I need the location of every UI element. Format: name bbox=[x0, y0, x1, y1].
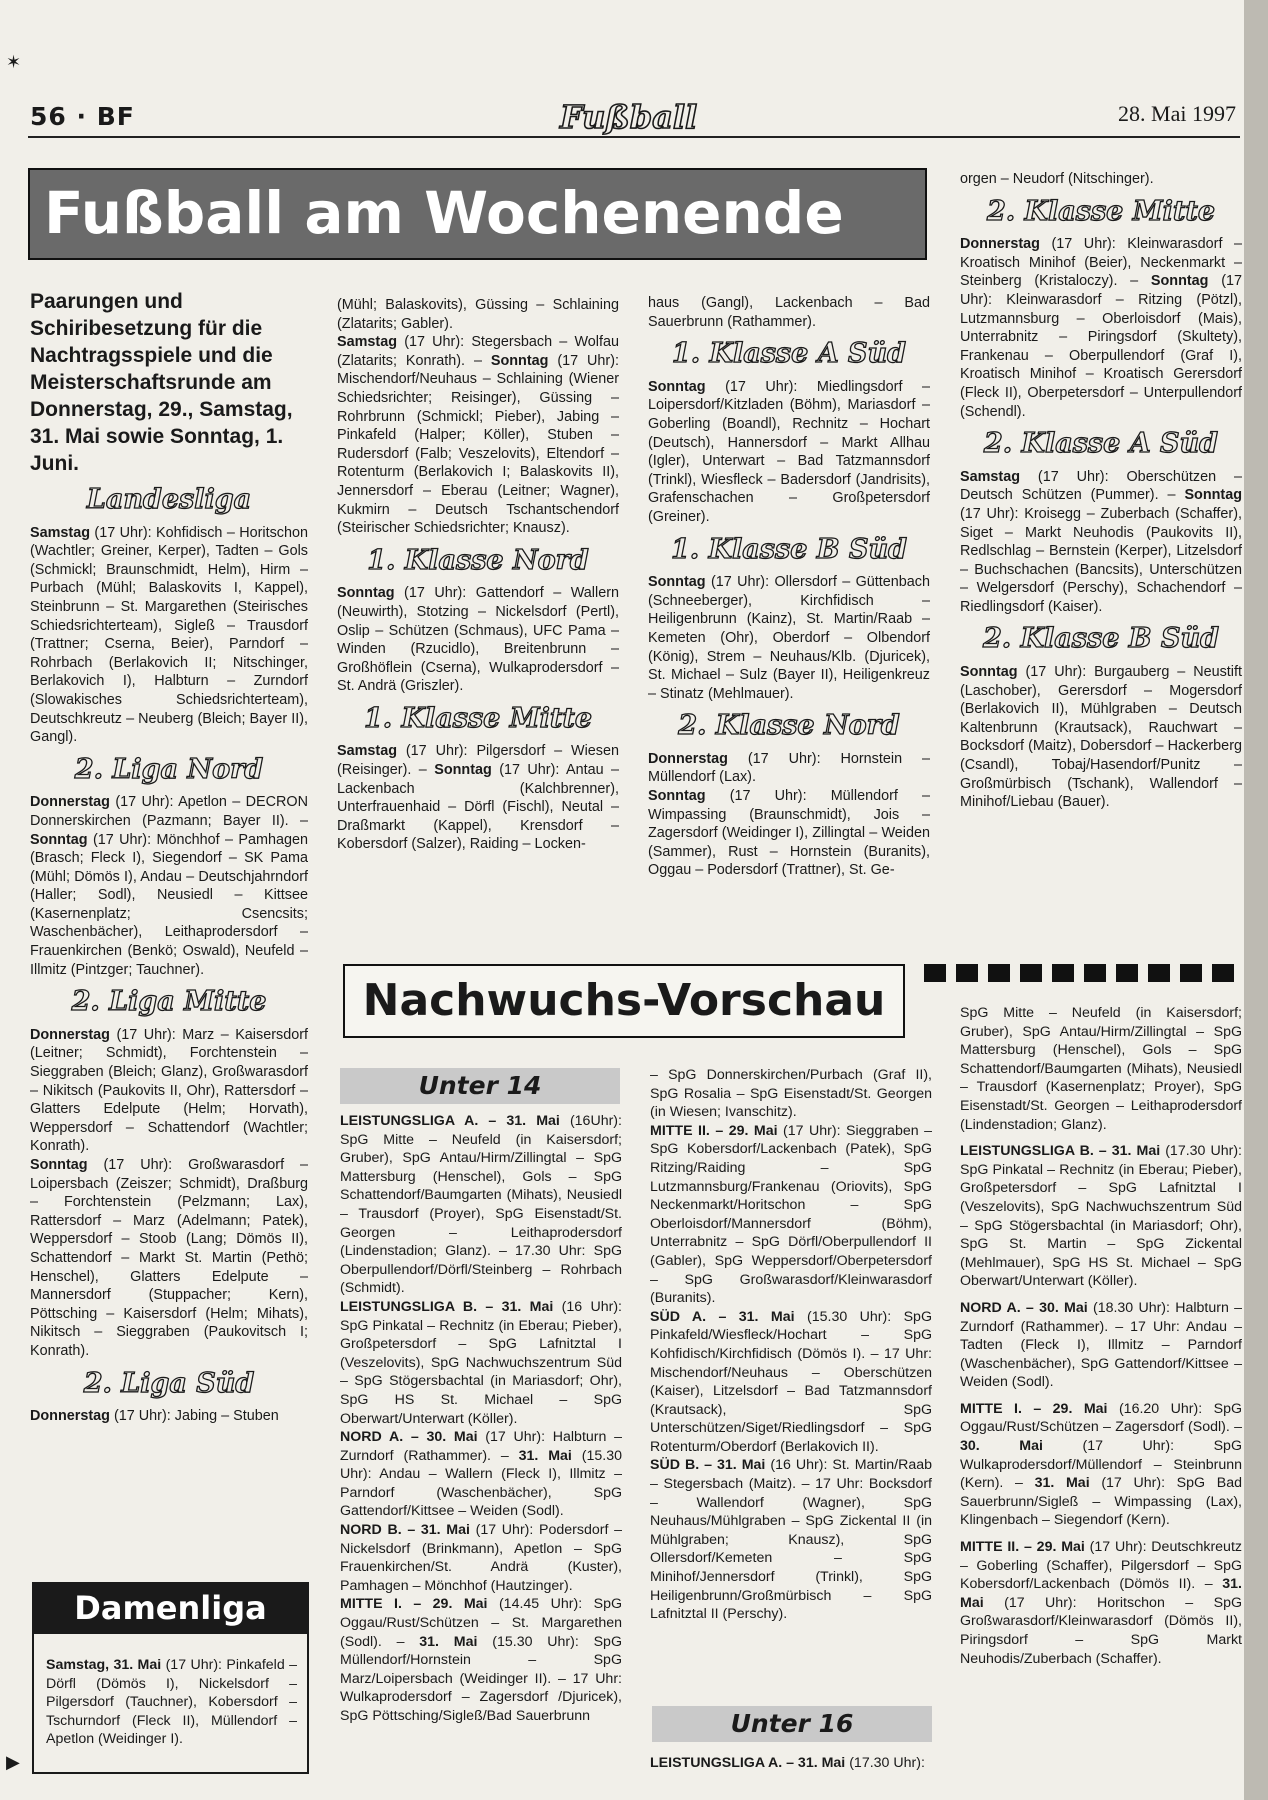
intro-text: Paarungen und Schiribesetzung für die Nachtragsspiele und die Meisterschaftsrunde am Donnerstag, 29., Samstag, 31. Mai sowie Sonntag, 1. Juni. bbox=[30, 290, 293, 475]
fixture-paragraph bbox=[648, 573, 930, 703]
fixture-text: (17 Uhr): Pinkafeld – Dörfl (Dömös I), Nickelsdorf – Pilgersdorf (Tauchner), Kobersdorf – Tschurndorf (Fleck II), Müllendorf – Apetlon (Weidinger I). bbox=[46, 1657, 297, 1748]
fixture-paragraph bbox=[960, 1004, 1242, 1134]
date-label: 31. Mai bbox=[518, 1447, 572, 1464]
issue-date: 28. Mai 1997 bbox=[1118, 101, 1236, 126]
day-label: Donnerstag bbox=[30, 1026, 110, 1043]
day-label: Donnerstag bbox=[30, 1408, 110, 1425]
fixture-text: (17 Uhr): Mönchhof – Pamhagen (Brasch; Fleck I), Siegendorf – SK Pama (Mühl; Dömös I), Andau – Deutschjahrndorf (Haller; Sodl), Neusiedl – Kittsee (Kasernenplatz; Csencsits; Waschenbächer), Leithaprodersdorf – Frauenkirchen (Benkö; Oswald), Neufeld – Illmitz (Pintzger; Tauchner). bbox=[30, 831, 308, 978]
corner-mark-icon: ▶ bbox=[6, 1752, 20, 1772]
fixture-text: (15.30 Uhr): Andau – Wallern (Fleck I), Illmitz – Parndorf (Waschenbächer), SpG Gattendorf/Kittsee – Weiden (Sodl). bbox=[340, 1447, 622, 1520]
fixture-text: (17 Uhr): Kohfidisch – Horitschon (Wachtler; Greiner, Kerper), Tadten – Gols (Schmickl; Braunschmidt, Helm), Hirm – Purbach (Mühl; Balaskovits I, Kappel), Steinbrunn – St. Margarethen (Steirisches Schiedsrichterteam), Sigleß – Trausdorf (Trattner; Cserna, Beier), Parndorf – Rohrbach (Berlakovich II; Nitschinger, Berlakovich I), Halbturn – Zurndorf (Slowakisches Schiedsrichterteam), Deutschkreutz – Neuberg (Bleich; Bayer II), Gangl). bbox=[30, 524, 308, 746]
fixture-paragraph bbox=[337, 584, 619, 696]
fixture-text: (17.30 Uhr): bbox=[849, 1755, 925, 1771]
day-label: Sonntag bbox=[1184, 487, 1242, 504]
fixture-text: SpG Mitte – Neufeld (in Kaisersdorf; Gruber), SpG Antau/Hirm/Zillingtal – SpG Mattersburg (Henschel), Gols – SpG Schattendorf/Baumgarten (Mihats), Neusiedl – Trausdorf (Kasernenplatz; Proyer), SpG Eisenstadt/St. Georgen – Leithaprodersdorf (Lindenstadion; Glanz). bbox=[960, 1005, 1242, 1133]
day-label: Donnerstag bbox=[30, 794, 110, 811]
fixture-text: (16.20 Uhr): SpG Oggau/Rust/Schützen – Zagersdorf (Sodl). – bbox=[960, 1400, 1242, 1436]
fixture-paragraph bbox=[648, 294, 930, 331]
fixture-text: haus (Gangl), Lackenbach – Bad Sauerbrunn (Rathammer). bbox=[648, 295, 930, 330]
fixture-text: (17 Uhr): Horitschon – SpG Großwarasdorf/Kleinwarasdorf (Dömös II), Piringsdorf – SpG Markt Neuhodis/Zuberbach (Schaffer). bbox=[960, 1594, 1242, 1667]
fixture-text: (17 Uhr): Ollersdorf – Güttenbach (Schneeberger), Kirchfidisch – Heiligenbrunn (Kainz), St. Martin/Raab – Kemeten (Ohr), Oberdorf – Olbendorf (König), Strem – Neuhaus/Klb. (Djuricek), St. Michael – Sulz (Bayer II), Heiligenkreuz – Stinatz (Mehlmauer). bbox=[648, 574, 930, 702]
fixture-text: (17 Uhr): Deutschkreutz – Goberling (Schaffer), Pilgersdorf – SpG Kobersdorf/Lackenbach (Dömös II). – bbox=[960, 1539, 1242, 1593]
league-label: LEISTUNGSLIGA A. – 31. Mai bbox=[650, 1755, 846, 1771]
fixture-text: (17 Uhr): Sieggraben – SpG Kobersdorf/Lackenbach (Patek), SpG Ritzing/Raiding – SpG Lutzmannsburg/Frankenau (Oriovits), SpG Neckenmarkt/Horitschon – SpG Oberloisdorf/Mannersdorf (Böhm), Unterrabnitz – SpG Dörfl/Oberpullendorf II (Gabler), SpG Weppersdorf/Oberpetersdorf – SpG Großwarasdorf/Kleinwarasdorf (Buranits). bbox=[650, 1122, 932, 1307]
league-label: MITTE I. – 29. Mai bbox=[960, 1400, 1108, 1417]
section-title: Fußball bbox=[560, 98, 698, 136]
fixture-text: (17 Uhr): Podersdorf – Nickelsdorf (Brinkmann), Apetlon – SpG Frauenkirchen/St. Andrä (Kuster), Pamhagen – Mönchhof (Hautzinger). bbox=[340, 1522, 622, 1594]
day-label: Donnerstag bbox=[960, 236, 1040, 253]
dash-rule bbox=[924, 964, 1244, 982]
fixture-text: – SpG Donnerskirchen/Purbach (Graf II), SpG Rosalia – SpG Eisenstadt/St. Georgen (in Wiesen; Ivanschitz). bbox=[650, 1067, 932, 1121]
league-heading: 2. Klasse B Süd bbox=[982, 623, 1219, 655]
column-4 bbox=[960, 170, 1242, 950]
day-label: Samstag bbox=[337, 334, 397, 351]
fixture-text: (Mühl; Balaskovits), Güssing – Schlaining (Zlatarits; Gabler). bbox=[337, 297, 619, 332]
fixture-paragraph bbox=[648, 750, 930, 880]
league-heading: 2. Liga Mitte bbox=[71, 986, 267, 1018]
day-label: Donnerstag bbox=[648, 750, 728, 767]
header-rule bbox=[28, 136, 1240, 138]
fixture-text: (15.30 Uhr): SpG Müllendorf/Hornstein – SpG Marz/Loipersbach (Weidinger II). – 17 Uhr: Wulkaprodersdorf – Zagersdorf /Djuricek), SpG Pöttsching/Sigleß/Bad Sauerbrunn bbox=[340, 1633, 622, 1724]
fixture-text: orgen – Neudorf (Nitschinger). bbox=[960, 171, 1154, 187]
league-heading: 2. Klasse A Süd bbox=[983, 428, 1219, 460]
column-2-youth bbox=[340, 1112, 622, 1786]
league-heading: 1. Klasse Nord bbox=[367, 544, 589, 576]
league-heading: 1. Klasse B Süd bbox=[670, 533, 907, 565]
league-heading: 2. Klasse Nord bbox=[678, 710, 900, 742]
fixture-text: (17 Uhr): Burgauberg – Neustift (Laschober), Gerersdorf – Mogersdorf (Berlakovich II), Mühlgraben – Deutsch Kaltenbrunn (Krautsack), Rauchwart – Bocksdorf (Maitz), Dobersdorf – Hackerberg (Csandl), Tobaj/Hasendorf/Punitz – Großmürbisch (Tschank), Wallendorf – Minihof/Liebau (Bauer). bbox=[960, 664, 1242, 811]
day-label: Samstag bbox=[960, 468, 1020, 485]
corner-mark-icon: ✶ bbox=[6, 52, 22, 72]
fixture-text: (17 Uhr): Müllendorf – Wimpassing (Braunschmidt), Jois – Zagersdorf (Weidinger I), Zillingtal – Weiden (Sammer), Rust – Hornstein (Buranits), Oggau – Podersdorf (Trattner), St. Ge- bbox=[648, 788, 930, 879]
fixture-text: (14.45 Uhr): SpG Oggau/Rust/Schützen – St. Margarethen (Sodl). – bbox=[340, 1596, 622, 1650]
day-label: Sonntag bbox=[960, 664, 1018, 681]
fixture-text: (17.30 Uhr): SpG Pinkatal – Rechnitz (in Eberau; Pieber), Großpetersdorf – SpG Lafnitztal I (Veszelovits), SpG Nachwuchszentrum Süd – SpG Stögersbachtal (in Mariasdorf; Ohr), SpG St. Martin – SpG Zickental (Mehlmauer), SpG HS St. Michael – SpG Oberwart/Unterwart (Köller). bbox=[960, 1143, 1242, 1290]
day-label: Samstag bbox=[30, 524, 90, 541]
league-label: NORD B. – 31. Mai bbox=[340, 1522, 470, 1539]
fixture-text: (17 Uhr): Marz – Kaisersdorf (Leitner; Schmidt), Forchtenstein – Sieggraben (Bleich; Glanz), Großwarasdorf – Nikitsch (Paukovits II, Ohr), Rattersdorf – Glatters Edelpute (Helm; Horvath), Weppersdorf – Schattendorf (Wachtler; Konrath). bbox=[30, 1026, 308, 1155]
fixture-text: (17 Uhr): Kleinwarasdorf – Kroatisch Minihof (Beier), Neckenmarkt – Steinberg (Kristaloczy). – bbox=[960, 236, 1242, 290]
date-label: 31. Mai bbox=[960, 1576, 1242, 1611]
day-label: Sonntag bbox=[30, 1157, 88, 1173]
fixture-text: (17 Uhr): Antau – Lackenbach (Kalchbrenner), Unterfrauenhaid – Dörfl (Fischl), Neutal – Draßmarkt (Kappel), Krensdorf – Kobersdorf (Salzer), Raiding – Locken- bbox=[337, 762, 619, 853]
league-heading: 2. Liga Nord bbox=[74, 753, 264, 785]
day-label: Sonntag bbox=[30, 831, 88, 848]
fixture-paragraph bbox=[960, 1400, 1242, 1530]
fixture-text: (17 Uhr): SpG Wulkaprodersdorf/Müllendorf – Steinbrunn (Kern). – bbox=[960, 1438, 1242, 1492]
unter16-start bbox=[650, 1754, 932, 1778]
fixture-text: (17 Uhr): Apetlon – DECRON Donnerskirchen (Pazmann; Bayer II). – bbox=[30, 794, 308, 829]
fixture-paragraph bbox=[960, 1142, 1242, 1291]
day-label: Samstag bbox=[337, 743, 397, 760]
column-2 bbox=[337, 296, 619, 946]
fixture-paragraph bbox=[960, 468, 1242, 617]
league-label: NORD A. – 30. Mai bbox=[960, 1299, 1088, 1316]
fixture-text: (16Uhr): SpG Mitte – Neufeld (in Kaisersdorf; Gruber), SpG Antau/Hirm/Zillingtal – SpG Mattersburg (Henschel), Gols – SpG Schattendorf/Baumgarten (Mihats), Neusiedl – Trausdorf (Proyer), SpG Eisenstadt/St. Georgen – Leithaprodersdorf (Lindenstadion; Glanz). – 17.30 Uhr: SpG Oberpullendorf/Dörfl/Steinberg – Rohrbach (Schmidt). bbox=[340, 1113, 622, 1297]
league-heading: Landesliga bbox=[86, 484, 252, 515]
league-label: SÜD A. – 31. Mai bbox=[650, 1308, 795, 1325]
fixture-paragraph bbox=[960, 235, 1242, 421]
fixture-text: (17 Uhr): Miedlingsdorf – Loipersdorf/Kitzladen (Böhm), Mariasdorf – Goberling (Boandl), Rechnitz – Hochart (Deutsch), Hannersdorf – Markt Allhau (Igler), Unterwart – Bad Tatzmannsdorf (Trinkl), Wiesfleck – Badersdorf (Jandrisits), Grafenschachen – Großpetersdorf (Greiner). bbox=[648, 378, 930, 525]
fixture-text: (15.30 Uhr): SpG Pinkafeld/Wiesfleck/Hochart – SpG Kohfidisch/Kirchfidisch (Dömös I). – 17 Uhr: Mischendorf/Neuhaus – Oberschützen (Kaiser), Litzelsdorf – Bad Tatzmannsdorf (Krautsack), SpG Unterschützen/Siget/Riedlingsdorf – SpG Rotenturm/Oberdorf (Berlakovich II). bbox=[650, 1308, 932, 1455]
nachwuchs-heading: Nachwuchs-Vorschau bbox=[343, 964, 905, 1038]
day-label: Sonntag bbox=[648, 378, 706, 395]
fixture-text: (17 Uhr): Großwarasdorf – Loipersbach (Zeiszer; Schmidt), Draßburg – Forchtenstein (Pelzmann; Lax), Rattersdorf – Marz (Adelmann; Patek), Weppersdorf – Stoob (Lang; Dömös II), Schattendorf – Markt St. Martin (Pethö; Henschel), Glatters Edelpute – Mannersdorf (Stuppacher; Kern), Pöttsching – Kaisersdorf (Helm; Mihats), Nikitsch – Sieggraben (Paukovitsch I; Konrath). bbox=[30, 1157, 308, 1359]
fixture-paragraph bbox=[337, 742, 619, 854]
fixture-text: (17 Uhr): Jabing – Stuben bbox=[113, 1408, 279, 1425]
day-label: Sonntag bbox=[337, 585, 395, 602]
damenliga-heading: Damenliga bbox=[32, 1582, 309, 1634]
column-4-youth bbox=[960, 1004, 1242, 1794]
league-label: SÜD B. – 31. Mai bbox=[650, 1457, 766, 1474]
league-heading: 2. Liga Süd bbox=[83, 1367, 255, 1399]
league-label: MITTE I. – 29. Mai bbox=[340, 1596, 488, 1613]
fixture-text: (17 Uhr): Kroisegg – Zuberbach (Schaffer), Siget – Markt Neuhodis (Paukovits II), Redlschlag – Bernstein (Kerper), Litzelsdorf – Buchschachen (Bancsits), Unterschützen – Welgersdorf (Perschy), Schachendorf – Riedlingsdorf (Kaiser). bbox=[960, 505, 1242, 615]
league-heading: 2. Klasse Mitte bbox=[986, 195, 1216, 227]
fixture-paragraph bbox=[337, 296, 619, 538]
league-label: MITTE II. – 29. Mai bbox=[650, 1122, 778, 1139]
column-1 bbox=[30, 288, 308, 1578]
fixture-paragraph bbox=[340, 1112, 622, 1726]
damenliga-box bbox=[32, 1634, 309, 1774]
fixture-paragraph bbox=[960, 1538, 1242, 1668]
fixture-text: (17 Uhr): Oberschützen – Deutsch Schützen (Pummer). – bbox=[960, 468, 1242, 504]
date-label: 31. Mai bbox=[419, 1633, 478, 1650]
date-label: 31. Mai bbox=[1034, 1475, 1090, 1492]
fixture-paragraph bbox=[648, 378, 930, 527]
fixture-text: (17 Uhr): Stegersbach – Wolfau (Zlatarits; Konrath). – bbox=[337, 334, 619, 369]
fixture-text: (17 Uhr): Mischendorf/Neuhaus – Schlaining (Wiener Schiedsrichter; Reisinger), Güssing – Rohrbrunn (Schmickl; Pieber), Jabing – Pinkafeld (Halper; Köller), Stuben – Rudersdorf (Falb; Veszelovits), Eltendorf – Rotenturm (Berlakovich I; Balaskovits II), Jennersdorf – Eberau (Leitner; Wagner), Kukmirn – Deutsch Tschantschendorf (Steirischer Schiedsrichter; Knausz). bbox=[337, 352, 619, 537]
league-label: LEISTUNGSLIGA B. – 31. Mai bbox=[340, 1298, 554, 1315]
fixture-paragraph bbox=[960, 663, 1242, 812]
fixture-text: (17 Uhr): Pilgersdorf – Wiesen (Reisinger). – bbox=[337, 743, 619, 779]
league-label: LEISTUNGSLIGA B. – 31. Mai bbox=[960, 1143, 1161, 1160]
unter16-heading: Unter 16 bbox=[652, 1706, 932, 1742]
column-3 bbox=[648, 294, 930, 944]
fixture-text: (17 Uhr): Hornstein – Müllendorf (Lax). bbox=[648, 750, 930, 786]
day-label: Samstag, 31. Mai bbox=[46, 1657, 162, 1673]
fixture-paragraph bbox=[30, 1026, 308, 1361]
day-label: Sonntag bbox=[434, 762, 492, 779]
day-label: Sonntag bbox=[648, 574, 706, 591]
fixture-paragraph bbox=[960, 1299, 1242, 1392]
league-heading: 1. Klasse A Süd bbox=[671, 338, 907, 370]
league-label: MITTE II. – 29. Mai bbox=[960, 1539, 1085, 1556]
page-edge bbox=[1244, 0, 1268, 1800]
fixture-paragraph bbox=[960, 170, 1242, 189]
league-heading: 1. Klasse Mitte bbox=[363, 702, 593, 734]
headline-banner: Fußball am Wochenende bbox=[28, 168, 927, 260]
fixture-paragraph bbox=[30, 1407, 308, 1426]
column-3-youth bbox=[650, 1066, 932, 1696]
day-label: Sonntag bbox=[490, 352, 549, 369]
fixture-text: (17 Uhr): Gattendorf – Wallern (Neuwirth), Stotzing – Nickelsdorf (Pertl), Oslip – Schützen (Schmaus), UFC Pama – Winden (Rzucidlo), Breitenbrunn – Großhöflein (Cserna), Wulkaprodersdorf – St. Andrä (Griszler). bbox=[337, 585, 619, 695]
fixture-paragraph bbox=[650, 1066, 932, 1624]
fixture-text: (18.30 Uhr): Halbturn – Zurndorf (Rathammer). – 17 Uhr: Andau – Tadten (Fleck I), Illmitz – Parndorf (Waschenbächer), SpG Gattendorf/Kittsee – Weiden (Sodl). bbox=[960, 1299, 1242, 1391]
fixture-paragraph bbox=[30, 524, 308, 747]
fixture-text: (17 Uhr): SpG Bad Sauerbrunn/Sigleß – Wimpassing (Lax), Klingenbach – Siegendorf (Kern). bbox=[960, 1475, 1242, 1529]
league-label: LEISTUNGSLIGA A. – 31. Mai bbox=[340, 1113, 560, 1129]
page-number: 56 · BF bbox=[30, 102, 135, 131]
day-label: Sonntag bbox=[648, 788, 706, 805]
fixture-text: (17 Uhr): Kleinwarasdorf – Ritzing (Pötzl), Lutzmannsburg – Oberloisdorf (Mais), Unterrabnitz – Piringsdorf (Skultety), Frankenau – Oberpullendorf (Graf I), Kroatisch Minihof – Kroatisch Gerersdorf (Fleck II), Oberpetersdorf – Unterpullendorf (Schendl). bbox=[960, 273, 1242, 420]
fixture-text: (17 Uhr): Halbturn – Zurndorf (Rathammer). – bbox=[340, 1429, 622, 1464]
fixture-text: (16 Uhr): St. Martin/Raab – Stegersbach (Maitz). – 17 Uhr: Bocksdorf – Wallendorf (Wagner), SpG Neuhaus/Mühlgraben – SpG Zickental II (in Mühlgraben; Knausz), SpG Ollersdorf/Kemeten – SpG Minihof/Jennersdorf (Trinkl), SpG Heiligenbrunn/Großmürbisch – SpG Lafnitztal II (Perschy). bbox=[650, 1457, 932, 1623]
date-label: 30. Mai bbox=[960, 1438, 1043, 1455]
league-label: NORD A. – 30. Mai bbox=[340, 1429, 478, 1446]
fixture-paragraph bbox=[30, 793, 308, 979]
unter14-heading: Unter 14 bbox=[340, 1068, 620, 1104]
day-label: Sonntag bbox=[1150, 273, 1209, 290]
fixture-text: (16 Uhr): SpG Pinkatal – Rechnitz (in Eberau; Pieber), Großpetersdorf – SpG Lafnitztal I (Veszelovits), SpG Nachwuchszentrum Süd – SpG Stögersbachtal (in Mariasdorf; Ohr), SpG HS St. Michael – SpG Oberwart/Unterwart (Köller). bbox=[340, 1298, 622, 1427]
